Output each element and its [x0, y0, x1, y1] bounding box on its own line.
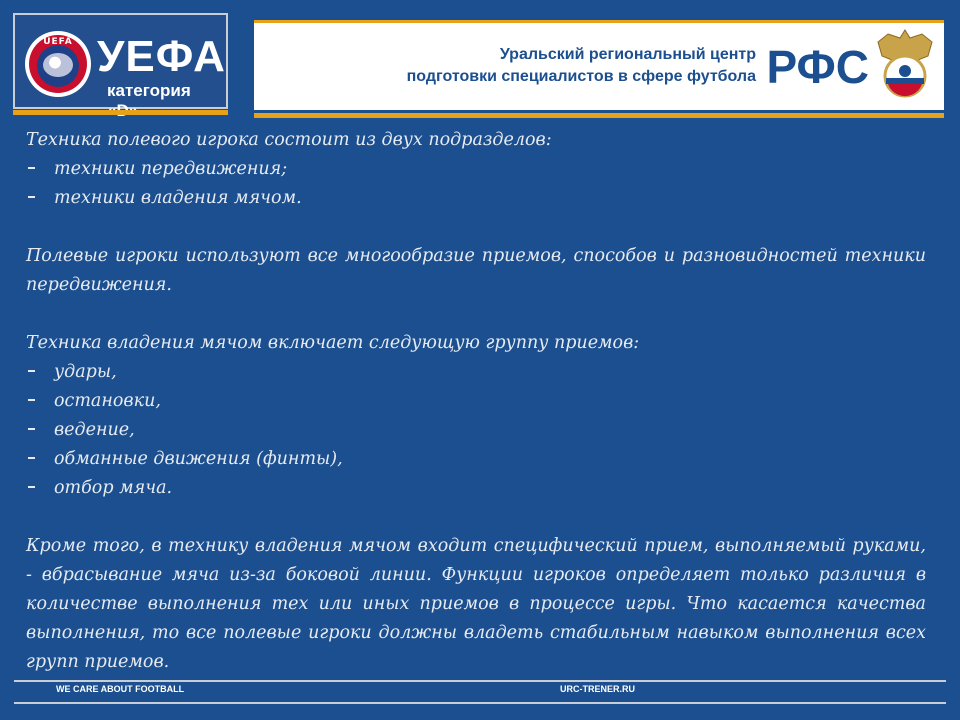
uefa-logo-icon [25, 31, 91, 97]
slide-body [26, 126, 926, 677]
rfs-title: РФС [766, 41, 869, 93]
center-name-line1: Уральский региональный центр [499, 46, 756, 63]
footer-slogan: WE CARE ABOUT FOOTBALL [56, 684, 185, 694]
accent-bar [13, 110, 228, 115]
ball-technique-paragraph: Техника владения мячом включает следующую группу приемов: [26, 333, 640, 353]
list-item: обманные движения (финты), [26, 445, 926, 474]
rfs-header-block [254, 20, 944, 110]
uefa-badge-text: UEFA [43, 37, 73, 47]
list-item: отбор мяча. [26, 474, 926, 503]
uefa-category: категория [107, 81, 191, 100]
rfs-emblem-icon [872, 26, 938, 104]
list-item: удары, [26, 358, 926, 387]
footer-website-link[interactable]: URC-TRENER.RU [560, 684, 635, 694]
technique-subsections-list [26, 155, 926, 213]
list-item: техники передвижения; [26, 155, 926, 184]
accent-line [254, 20, 944, 23]
list-item: техники владения мячом. [26, 184, 926, 213]
list-item: остановки, [26, 387, 926, 416]
intro-paragraph: Техника полевого игрока состоит из двух подразделов: [26, 130, 552, 150]
center-name [407, 44, 756, 88]
conclusion-paragraph: Кроме того, в технику владения мячом входит специфический прием, выполняемый руками, - вбрасывание мяча из-за боковой линии. Функции игроков определяет только различия в количестве выполнения тех или иных приемов в процессе игры. Что касается качества выполнения, то все полевые игроки должны владеть стабильным навыком выполнения всех групп приемов. [26, 536, 926, 672]
ball-techniques-list [26, 358, 926, 503]
uefa-title: УЕФА [97, 32, 226, 81]
footer-divider [14, 680, 946, 682]
center-name-line2: подготовки специалистов в сфере футбола [406, 68, 756, 85]
movement-paragraph: Полевые игроки используют все многообразие приемов, способов и разновидностей техники передвижения. [26, 246, 926, 295]
accent-bar [254, 113, 944, 118]
list-item: ведение, [26, 416, 926, 445]
footer-divider [14, 702, 946, 704]
uefa-header-block [13, 13, 228, 109]
